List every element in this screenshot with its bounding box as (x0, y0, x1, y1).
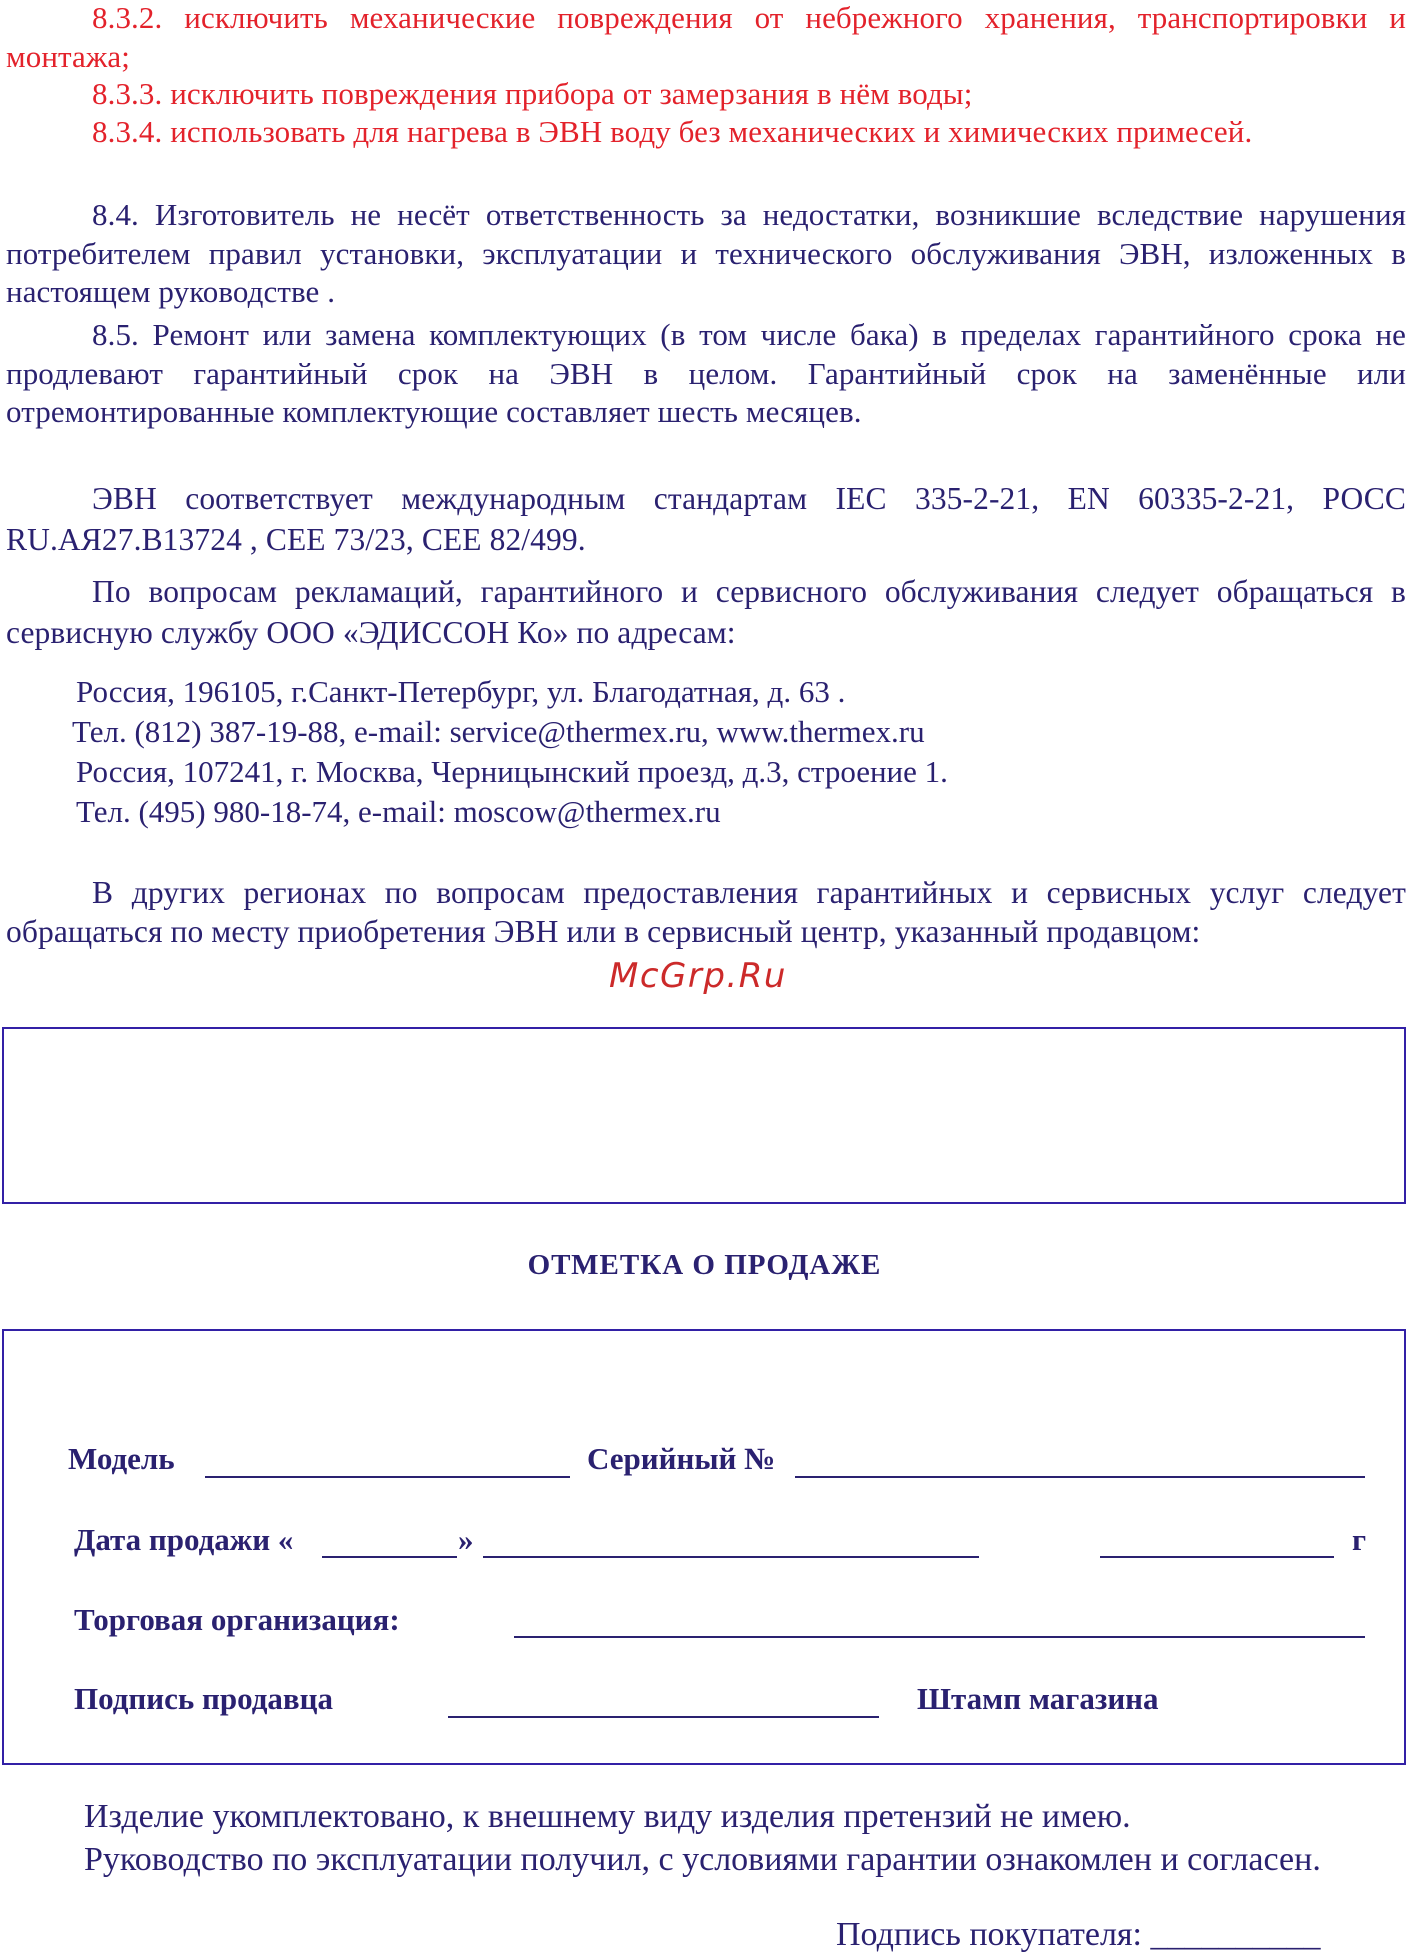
year-suffix: г (1352, 1522, 1367, 1557)
clause-8-3-2: 8.3.2. исключить механические повреждения от небрежного хранения, транспортировки и монтажа; (6, 0, 1406, 74)
sale-date-close-quote: » (458, 1522, 474, 1557)
address-msk: Россия, 107241, г. Москва, Черницынский проезд, д.3, строение 1. (76, 754, 948, 789)
clause-8-3-4: 8.3.4. использовать для нагрева в ЭВН воду без механических и химических примесей. (92, 114, 1253, 149)
address-spb: Россия, 196105, г.Санкт-Петербург, ул. Благодатная, д. 63 . (76, 674, 846, 709)
trade-organization-field[interactable] (514, 1636, 1365, 1638)
service-center-box (2, 1027, 1406, 1204)
sale-day-field[interactable] (322, 1556, 457, 1558)
acknowledgement-line-2: Руководство по эксплуатации получил, с условиями гарантии ознакомлен и согласен. (84, 1841, 1321, 1878)
standards-statement: ЭВН соответствует международным стандартам IEC 335-2-21, EN 60335-2-21, РОСС RU.АЯ27.В13724 , СЕЕ 73/23, СЕЕ 82/499. (6, 481, 1406, 557)
sale-date-label: Дата продажи « (74, 1522, 294, 1557)
sale-month-field[interactable] (483, 1556, 979, 1558)
shop-stamp-label: Штамп магазина (917, 1681, 1159, 1716)
model-field[interactable] (205, 1476, 570, 1478)
seller-signature-field[interactable] (448, 1716, 879, 1718)
serial-number-field[interactable] (795, 1476, 1365, 1478)
service-intro: По вопросам рекламаций, гарантийного и сервисного обслуживания следует обращаться в сервисную службу ООО «ЭДИССОН Ко» по адресам: (6, 574, 1406, 650)
model-label: Модель (68, 1441, 175, 1476)
seller-signature-label: Подпись продавца (74, 1681, 334, 1716)
sale-year-field[interactable] (1100, 1556, 1334, 1558)
other-regions-note: В других регионах по вопросам предоставления гарантийных и сервисных услуг следует обращаться по месту приобретения ЭВН или в сервисный центр, указанный продавцом: (6, 875, 1406, 949)
clause-8-5: 8.5. Ремонт или замена комплектующих (в том числе бака) в пределах гарантийного срока не продлевают гарантийный срок на ЭВН в целом. Гарантийный срок на заменённые или отремонтированные комплектующие составляет шесть месяцев. (6, 317, 1406, 429)
acknowledgement-line-1: Изделие укомплектовано, к внешнему виду изделия претензий не имею. (84, 1798, 1131, 1835)
serial-number-label: Серийный № (587, 1441, 776, 1476)
sale-mark-title: ОТМЕТКА О ПРОДАЖЕ (527, 1249, 882, 1281)
clause-8-4: 8.4. Изготовитель не несёт ответственность за недостатки, возникшие вследствие нарушения потребителем правил установки, эксплуатации и технического обслуживания ЭВН, изложенных в настоящем руководстве . (6, 197, 1406, 309)
buyer-signature[interactable]: Подпись покупателя: __________ (836, 1916, 1321, 1953)
contacts-spb: Тел. (812) 387-19-88, e-mail: service@thermex.ru, www.thermex.ru (72, 714, 925, 749)
contacts-msk: Тел. (495) 980-18-74, e-mail: moscow@thermex.ru (76, 794, 721, 829)
trade-organization-label: Торговая организация: (74, 1602, 400, 1637)
watermark-logo: McGrp.Ru (609, 956, 787, 996)
clause-8-3-3: 8.3.3. исключить повреждения прибора от замерзания в нём воды; (92, 76, 973, 111)
